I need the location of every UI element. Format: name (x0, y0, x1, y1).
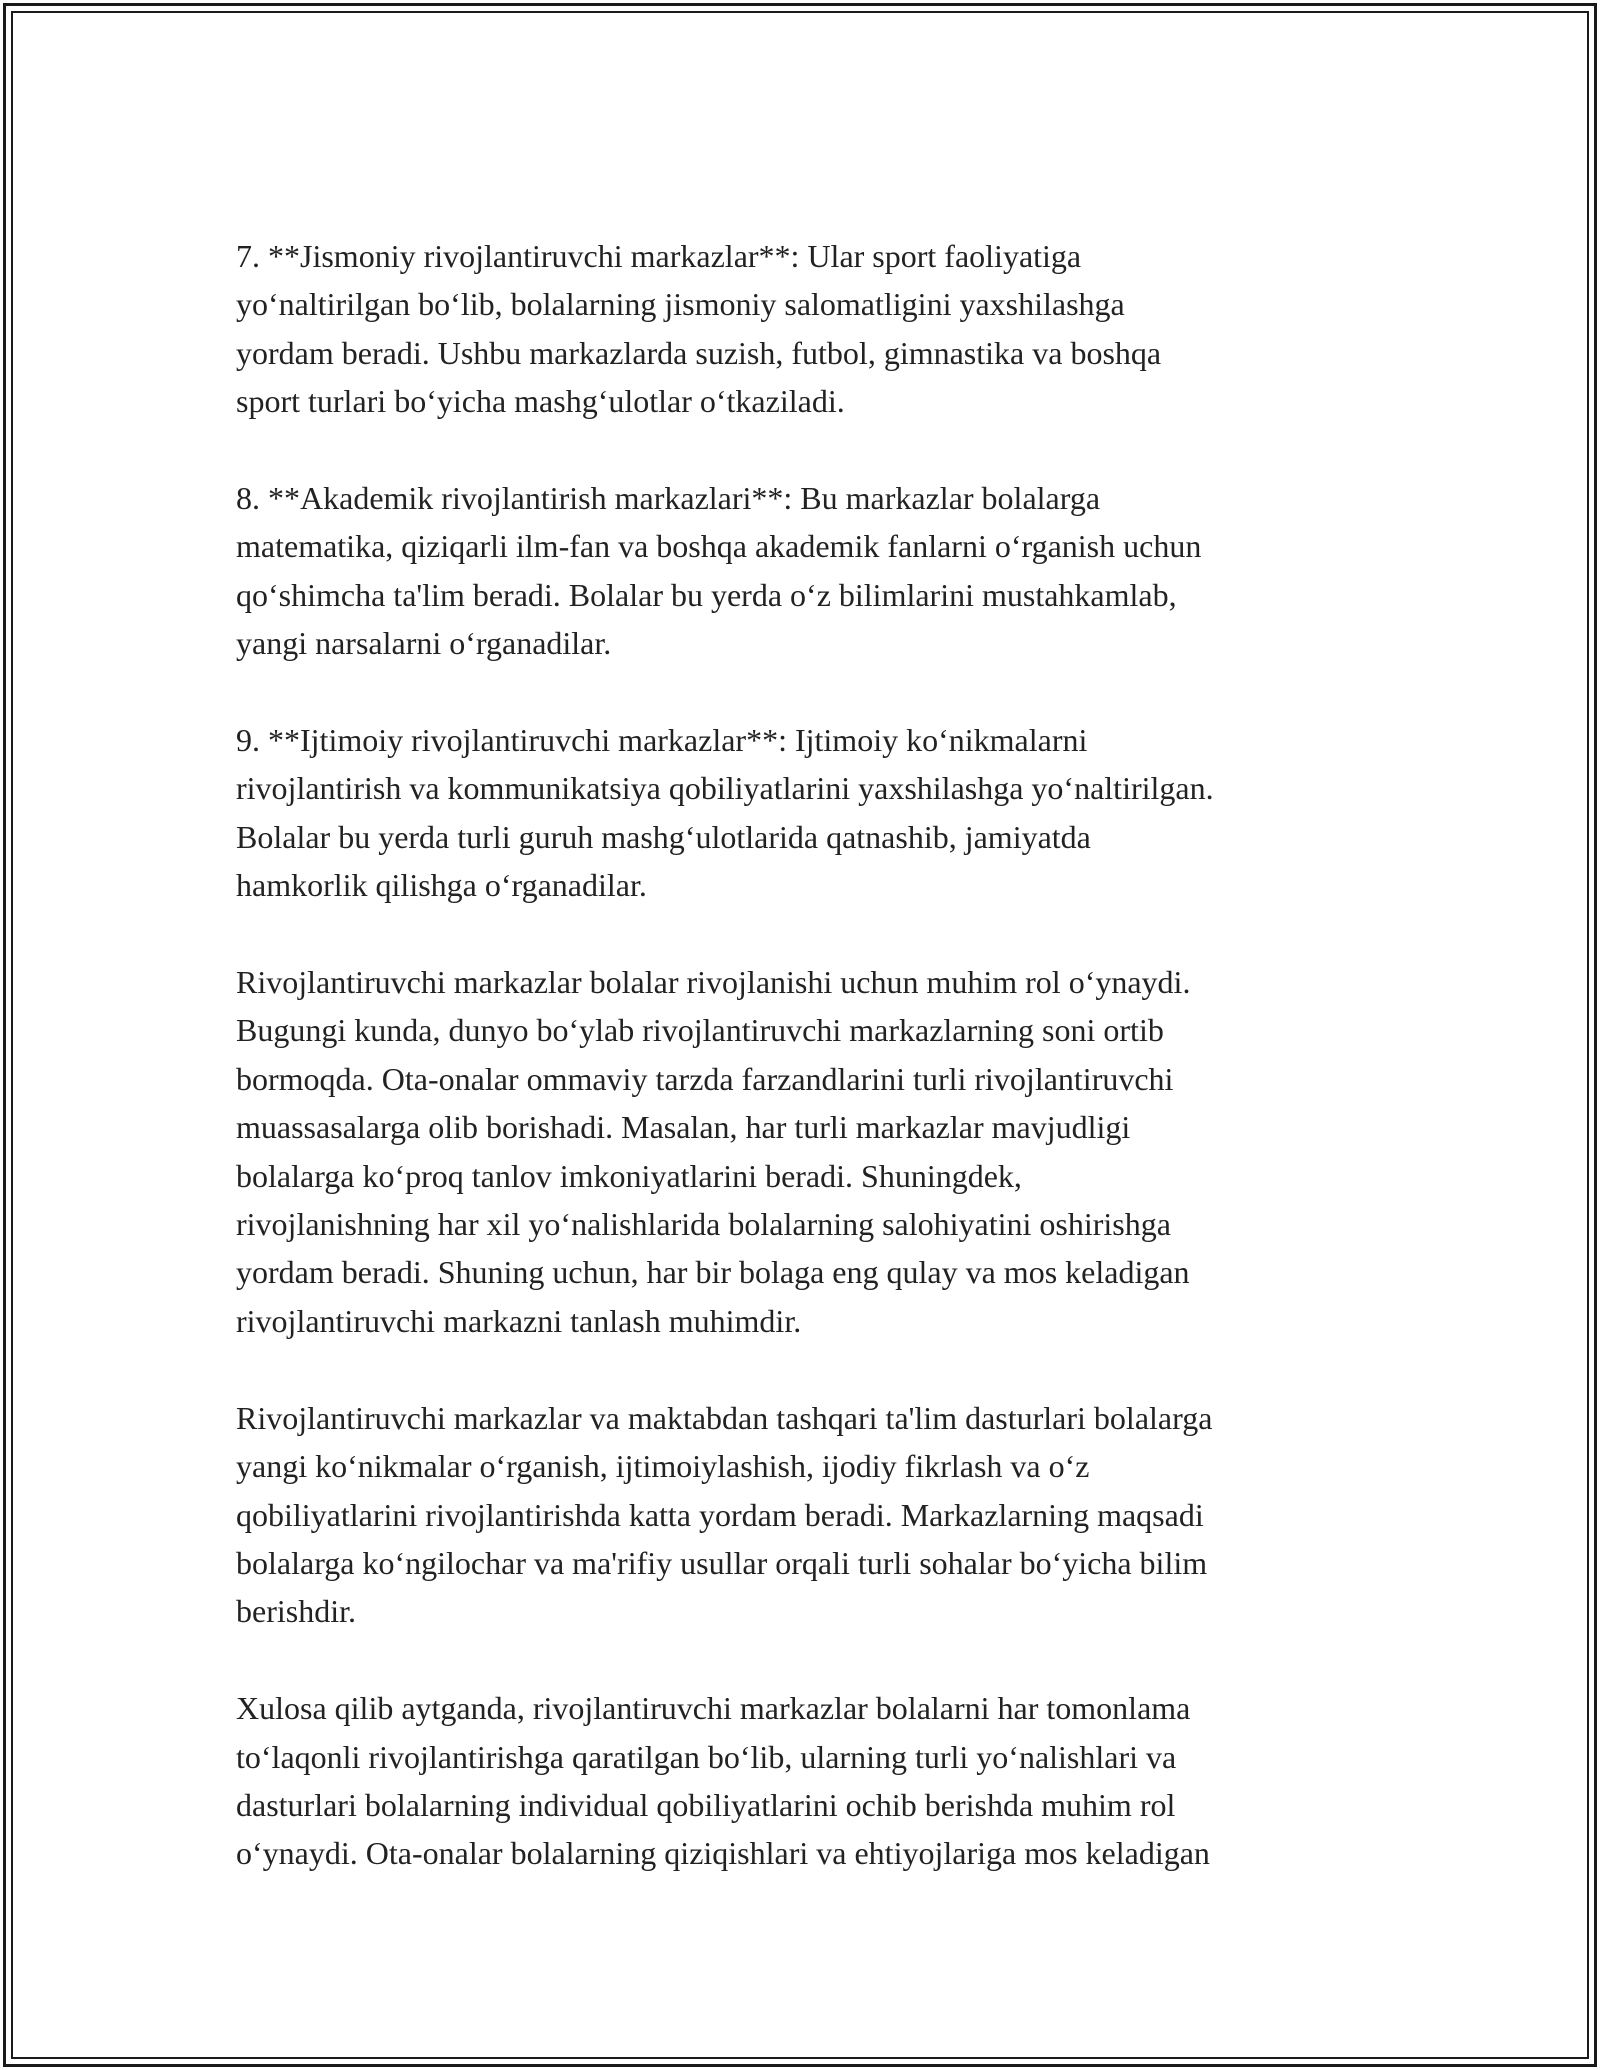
paragraph-academic-centers: 8. **Akademik rivojlantirish markazlari**: Bu markazlar bolalarga matematika, qiziqarli ilm-fan va boshqa akademik fanlarni o‘rganish uchun qo‘shimcha ta'lim beradi. Bolalar bu yerda o‘z bilimlarini mustahkamlab, yangi narsalarni o‘rganadilar. (236, 480, 1202, 662)
document-body (236, 232, 1376, 1926)
paragraph-conclusion: Xulosa qilib aytganda, rivojlantiruvchi markazlar bolalarni har tomonlama to‘laqonli rivojlantirishga qaratilgan bo‘lib, ularning turli yo‘nalishlari va dasturlari bolalarning individual qobiliyatlarini ochib berishda muhim rol o‘ynaydi. Ota-onalar bolalarning qiziqishlari va ehtiyojlariga mos keladigan (236, 1690, 1210, 1872)
paragraph-social-centers: 9. **Ijtimoiy rivojlantiruvchi markazlar**: Ijtimoiy ko‘nikmalarni rivojlantirish va kommunikatsiya qobiliyatlarini yaxshilashga yo‘naltirilgan. Bolalar bu yerda turli guruh mashg‘ulotlarida qatnashib, jamiyatda hamkorlik qilishga o‘rganadilar. (236, 722, 1214, 904)
paragraph-extracurricular: Rivojlantiruvchi markazlar va maktabdan tashqari ta'lim dasturlari bolalarga yangi ko‘nikmalar o‘rganish, ijtimoiylashish, ijodiy fikrlash va o‘z qobiliyatlarini rivojlantirishda katta yordam beradi. Markazlarning maqsadi bolalarga ko‘ngilochar va ma'rifiy usullar orqali turli sohalar bo‘yicha bilim berishdir. (236, 1399, 1213, 1630)
paragraph-physical-centers: 7. **Jismoniy rivojlantiruvchi markazlar**: Ular sport faoliyatiga yo‘naltirilgan bo‘lib, bolalarning jismoniy salomatligini yaxshilashga yordam beradi. Ushbu markazlarda suzish, futbol, gimnastika va boshqa sport turlari bo‘yicha mashg‘ulotlar o‘tkaziladi. (236, 238, 1162, 420)
paragraph-importance: Rivojlantiruvchi markazlar bolalar rivojlanishi uchun muhim rol o‘ynaydi. Bugungi kunda, dunyo bo‘ylab rivojlantiruvchi markazlarning soni ortib bormoqda. Ota-onalar ommaviy tarzda farzandlarini turli rivojlantiruvchi muassasalarga olib borishadi. Masalan, har turli markazlar mavjudligi bolalarga ko‘proq tanlov imkoniyatlarini beradi. Shuningdek, rivojlanishning har xil yo‘nalishlarida bolalarning salohiyatini oshirishga yordam beradi. Shuning uchun, har bir bolaga eng qulay va mos keladigan rivojlantiruvchi markazni tanlash muhimdir. (236, 964, 1191, 1339)
